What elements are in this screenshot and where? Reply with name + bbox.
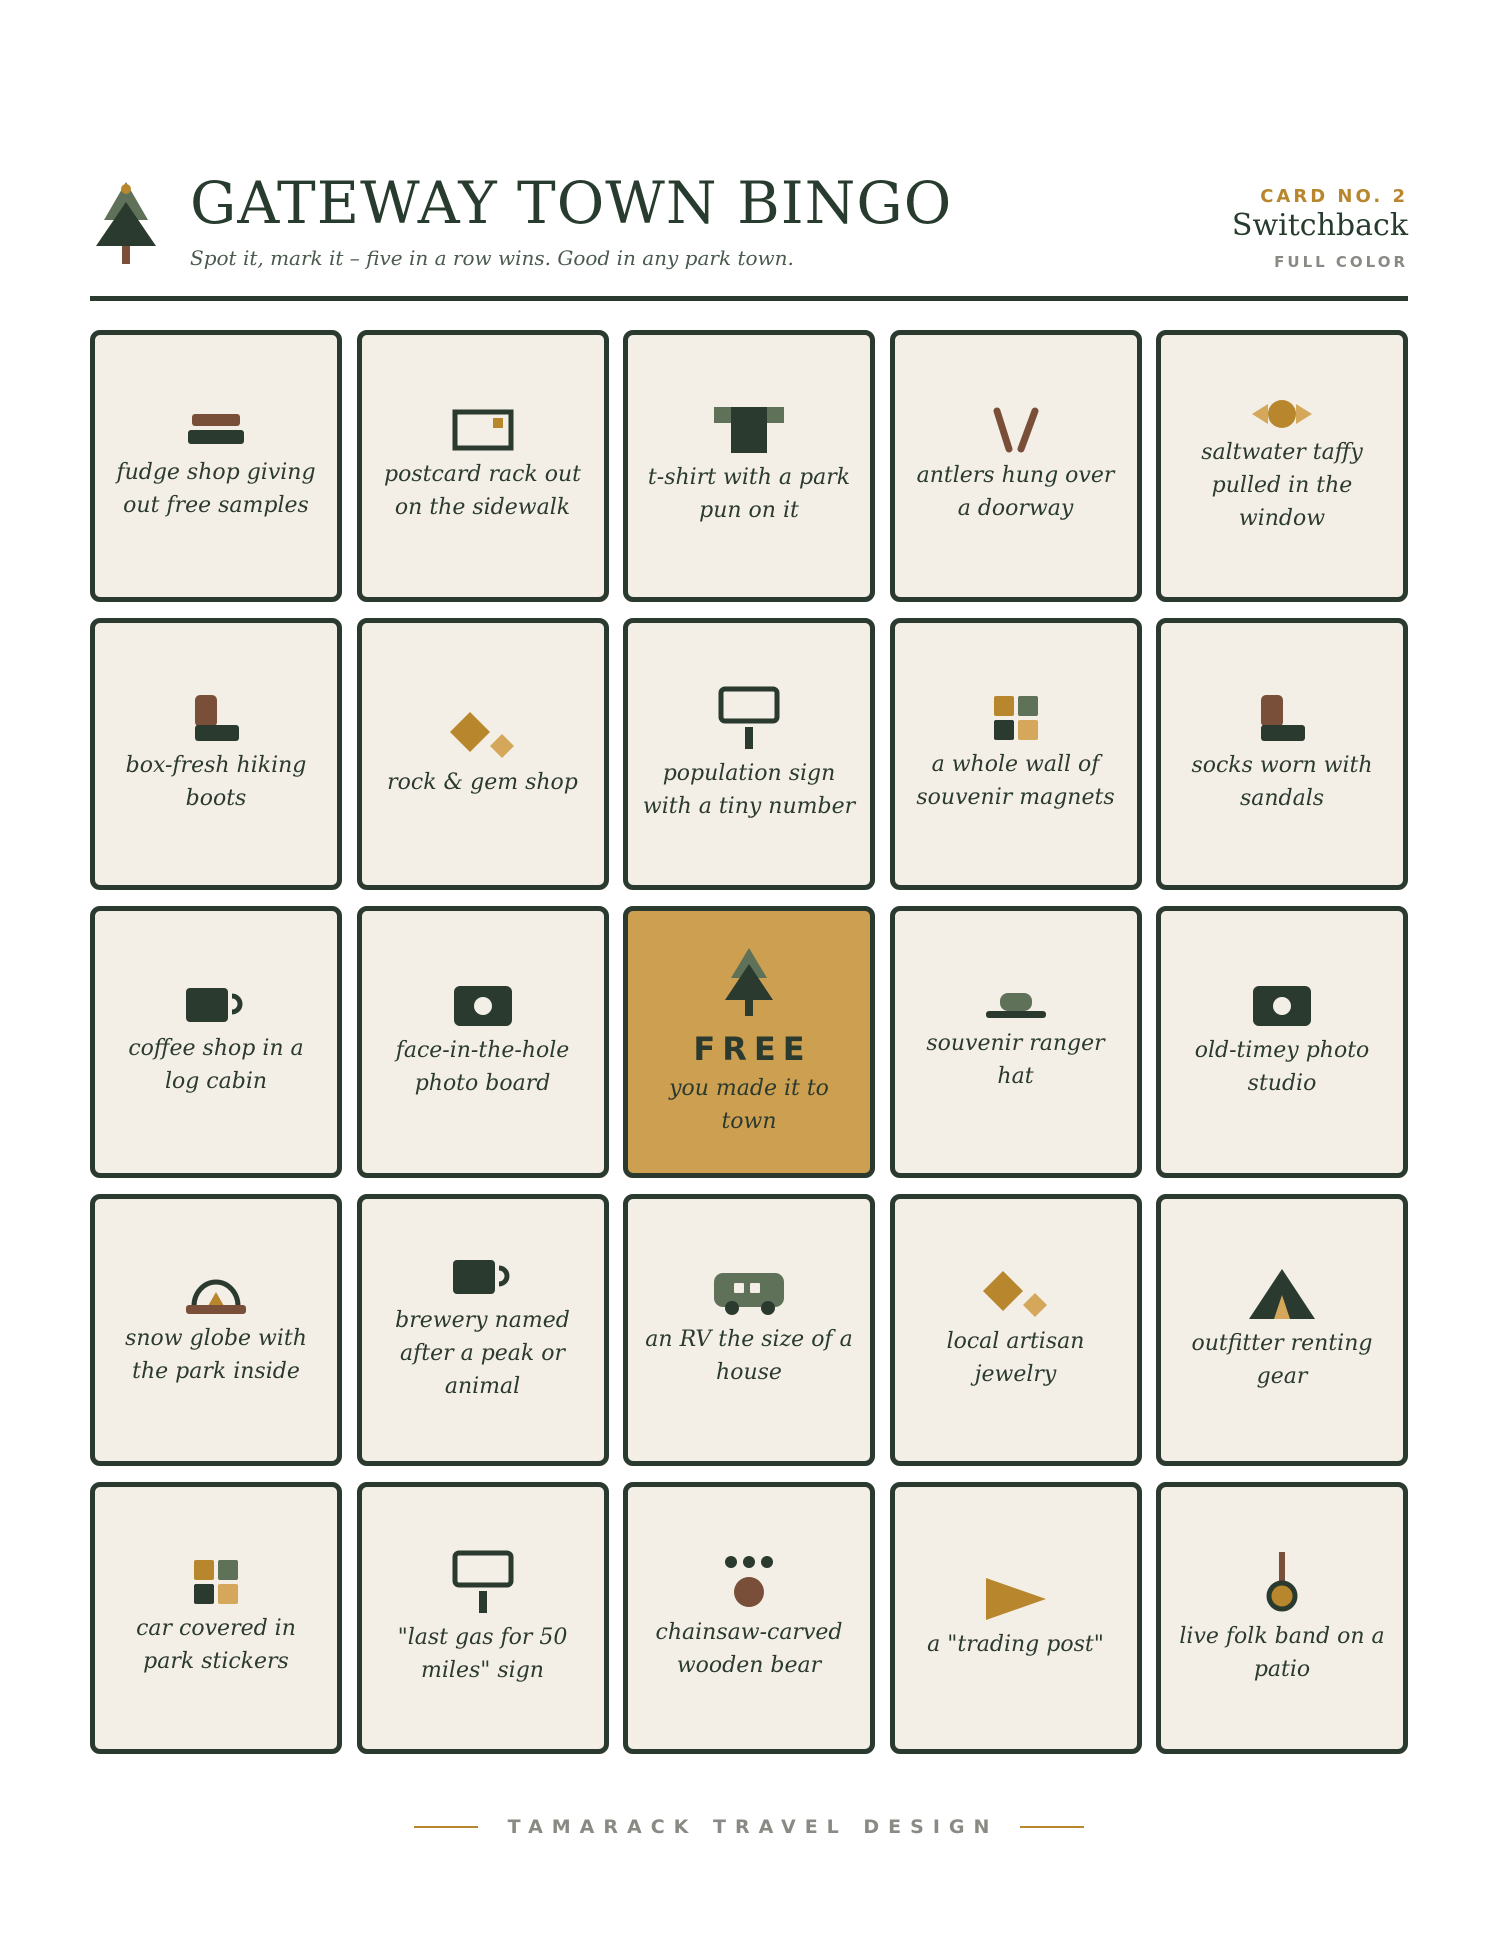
coffee-mug-icon [184,986,248,1026]
camera-icon [1251,984,1313,1028]
square-label: face-in-the-hole photo board [395,1038,570,1096]
bingo-square[interactable] [357,906,609,1178]
square-label: population sign with a tiny number [642,761,856,819]
magnets-icon [992,694,1040,742]
bingo-square[interactable] [1156,1482,1408,1754]
square-label: chainsaw-carved wooden bear [655,1620,843,1678]
fudge-icon [186,410,246,450]
taffy-icon [1250,398,1314,430]
card-name: Switchback [1231,208,1408,243]
square-label: a whole wall of souvenir magnets [916,752,1115,810]
snow-globe-icon [184,1272,248,1316]
square-label: antlers hung over a doorway [916,463,1115,521]
page-subtitle: Spot it, mark it – five in a row wins. Good in any park town. [190,246,794,270]
square-label: old-timey photo studio [1194,1038,1370,1096]
bingo-square[interactable] [90,1194,342,1466]
bingo-square[interactable] [90,906,342,1178]
header-divider [90,296,1408,301]
free-label: FREE [693,1030,812,1068]
square-label: outfitter renting gear [1191,1331,1373,1389]
square-label: an RV the size of a house [645,1327,853,1385]
antlers-icon [991,407,1041,453]
square-label: box-fresh hiking boots [125,753,307,811]
bingo-square[interactable] [623,1482,875,1754]
header [90,170,1408,296]
sandal-icon [1257,693,1307,743]
ranger-hat-icon [984,991,1048,1021]
camera-icon [452,984,514,1028]
bingo-square[interactable] [890,1194,1142,1466]
rv-icon [712,1271,786,1317]
square-label: t-shirt with a park pun on it [647,465,851,523]
bingo-grid [90,330,1408,1754]
square-label: fudge shop giving out free samples [116,460,316,518]
bingo-card [90,169,1408,1838]
free-square[interactable] [623,906,875,1178]
card-meta [1232,186,1408,274]
bingo-square[interactable] [1156,1194,1408,1466]
square-label: you made it to town [669,1076,829,1134]
pine-tree-icon [94,180,158,272]
bingo-square[interactable] [890,330,1142,602]
footer [90,1812,1408,1842]
bingo-square[interactable] [890,906,1142,1178]
square-label: coffee shop in a log cabin [128,1036,304,1094]
bingo-square[interactable] [890,1482,1142,1754]
bingo-square[interactable] [90,330,342,602]
bingo-square[interactable] [623,618,875,890]
bingo-square[interactable] [357,1194,609,1466]
gem-icon [448,710,518,760]
square-label: rock & gem shop [387,769,578,795]
pennant-flag-icon [984,1576,1048,1622]
square-label: live folk band on a patio [1179,1624,1385,1682]
bingo-square[interactable] [90,618,342,890]
square-label: local artisan jewelry [946,1329,1085,1387]
tent-icon [1247,1267,1317,1321]
bingo-square[interactable] [623,330,875,602]
square-label: souvenir ranger hat [926,1031,1105,1089]
paw-print-icon [721,1554,777,1610]
sign-icon [717,685,781,751]
square-label: saltwater taffy pulled in the window [1201,439,1363,531]
bingo-square[interactable] [90,1482,342,1754]
page-title: GATEWAY TOWN BINGO [190,169,953,237]
footer-credit: TAMARACK TRAVEL DESIGN [507,1816,999,1838]
bingo-square[interactable] [623,1194,875,1466]
square-label: snow globe with the park inside [125,1326,307,1384]
boot-icon [191,693,241,743]
bingo-square[interactable] [357,1482,609,1754]
bingo-square[interactable] [890,618,1142,890]
footer-rule-left [414,1826,478,1828]
tshirt-icon [714,405,784,455]
square-label: a "trading post" [927,1631,1104,1657]
beer-mug-icon [451,1258,515,1298]
banjo-icon [1264,1550,1300,1614]
card-number: CARD NO. 2 [1260,186,1408,207]
square-label: brewery named after a peak or animal [395,1307,570,1399]
square-label: postcard rack out on the sidewalk [383,462,582,520]
bingo-square[interactable] [1156,906,1408,1178]
pine-tree-icon [723,946,775,1018]
stickers-icon [192,1558,240,1606]
sign-icon [451,1549,515,1615]
square-label: socks worn with sandals [1191,753,1373,811]
bingo-square[interactable] [357,618,609,890]
bingo-square[interactable] [1156,618,1408,890]
bingo-square[interactable] [1156,330,1408,602]
square-label: "last gas for 50 miles" sign [397,1625,568,1683]
square-label: car covered in park stickers [136,1616,296,1674]
gem-icon [981,1269,1051,1319]
footer-rule-right [1020,1826,1084,1828]
postcard-icon [451,408,515,452]
card-variant: FULL COLOR [1274,253,1408,271]
bingo-square[interactable] [357,330,609,602]
